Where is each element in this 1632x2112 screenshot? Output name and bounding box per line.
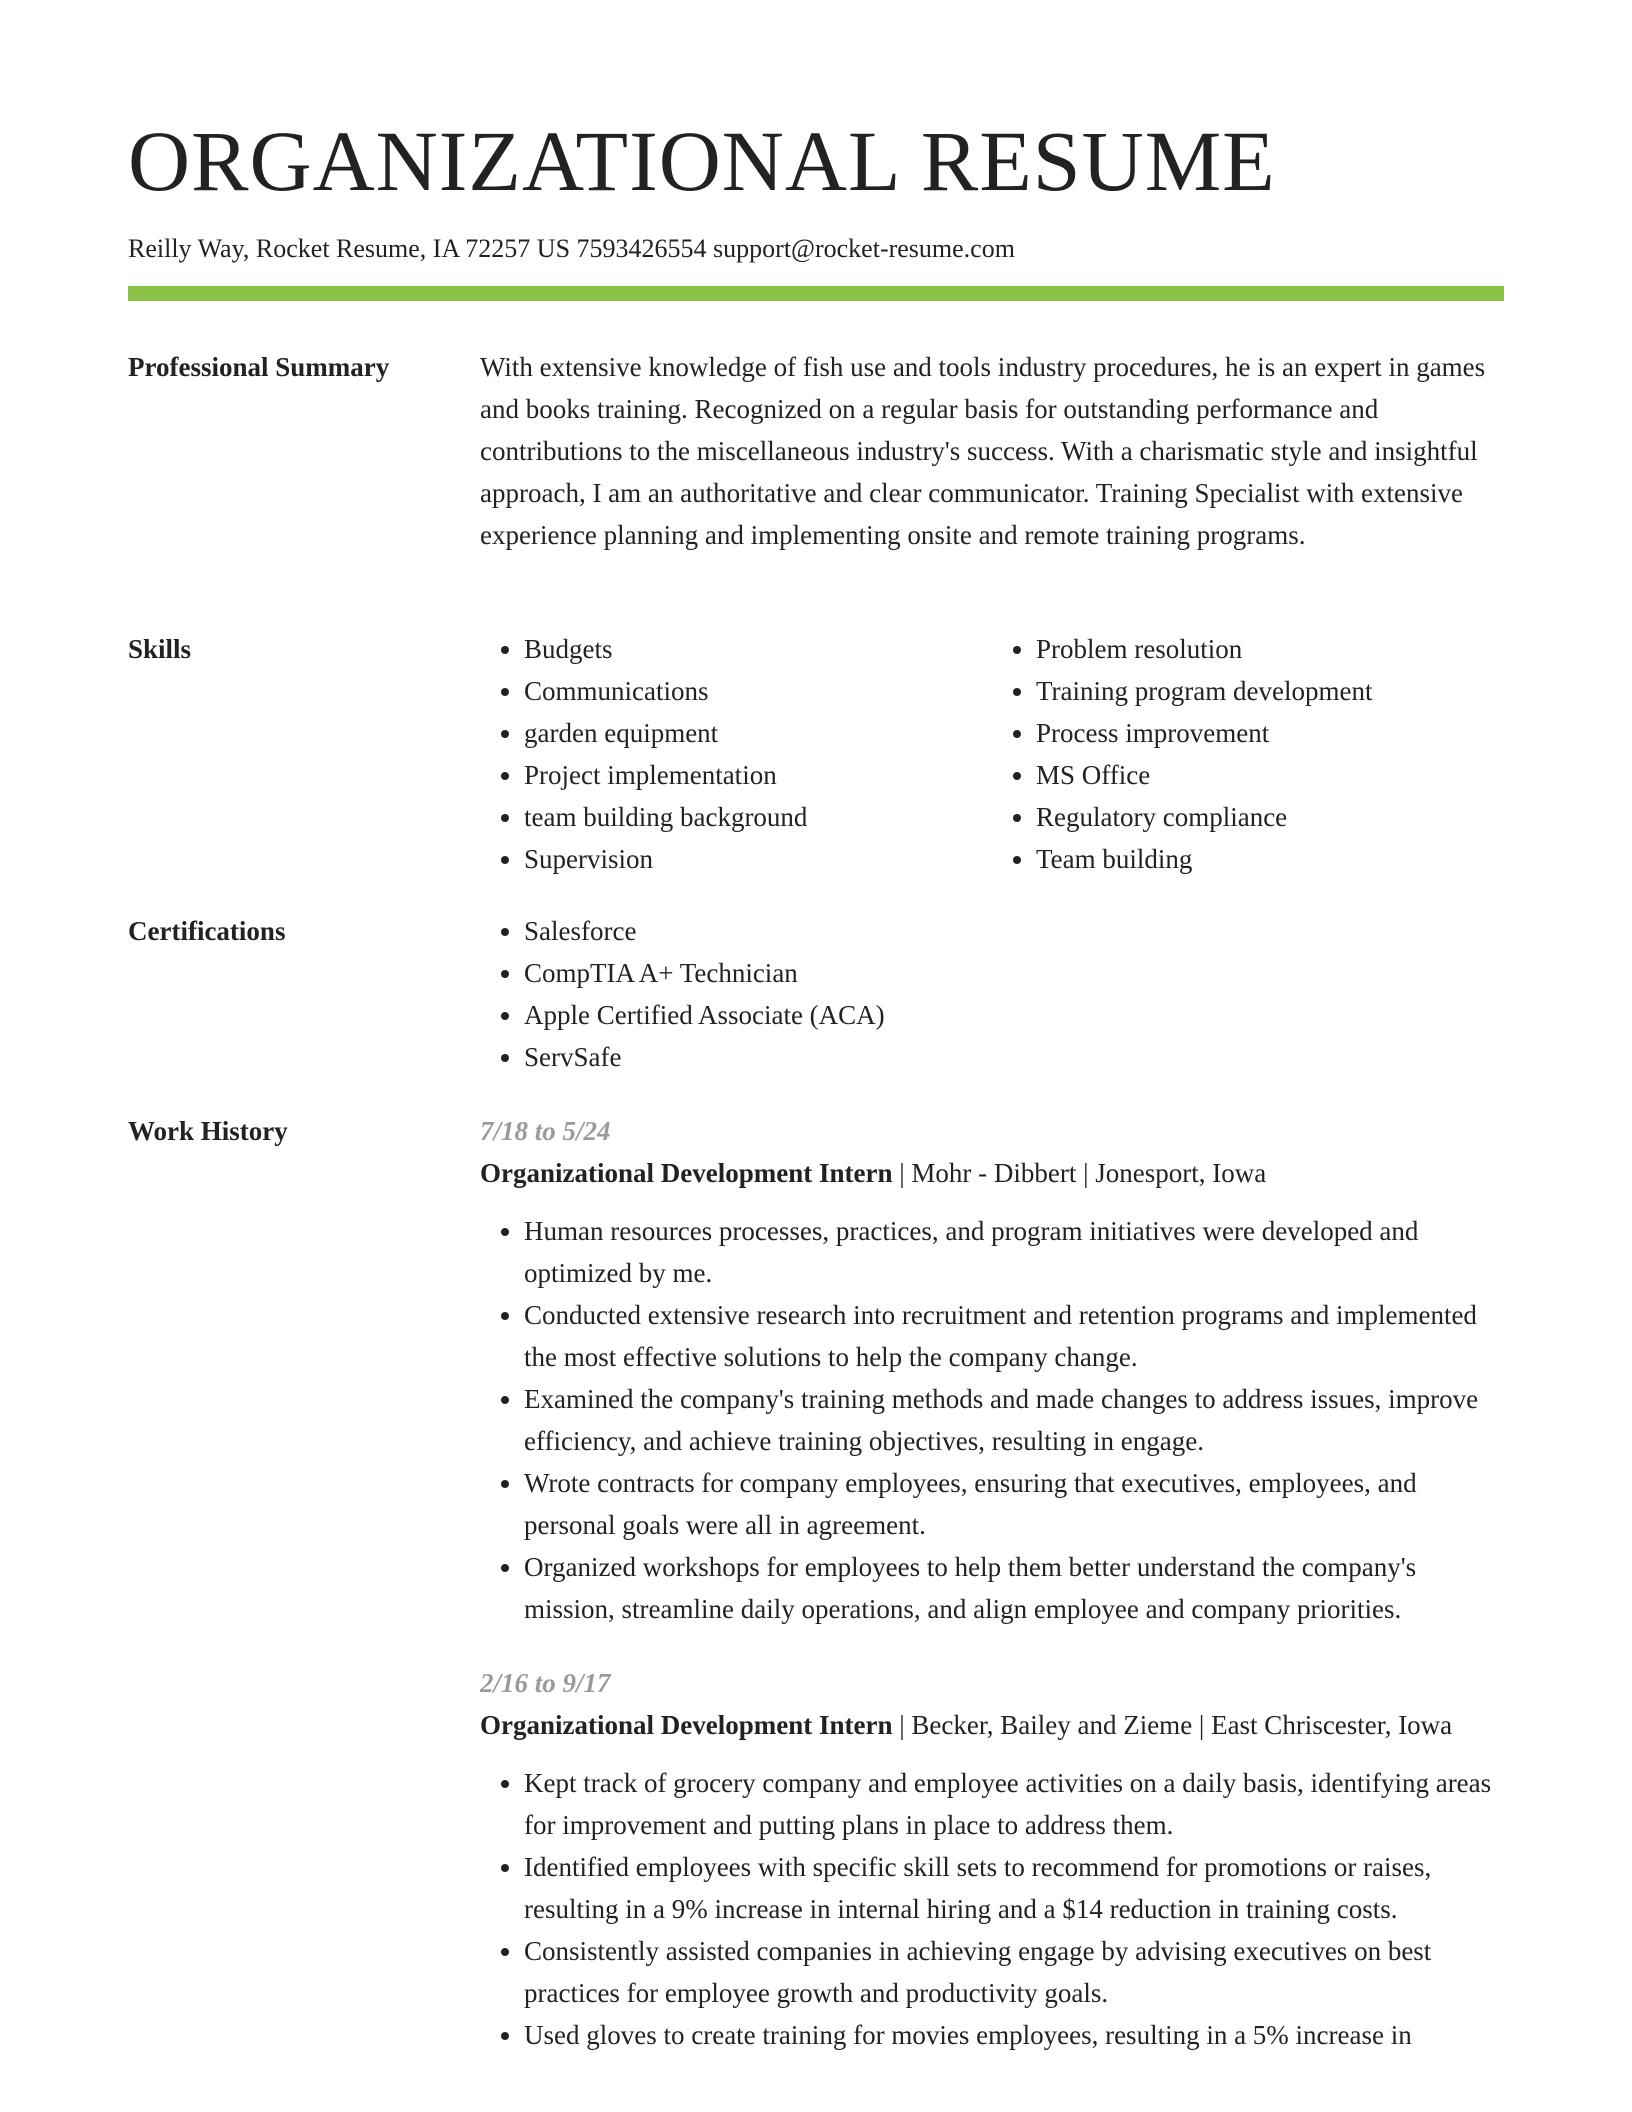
summary-text: With extensive knowledge of fish use and tools industry procedures, he is an expert in games and books training. Recognized on a regular basis for outstanding performance and contributions to the miscellaneous industry's success. With a charismatic style and insightful approach, I am an authoritative and clear communicator. Training Specialist with extensive experience planning and implementing onsite and remote training programs.	[480, 352, 1486, 550]
certifications-body	[480, 910, 1504, 1078]
certifications-list	[480, 910, 1504, 1078]
section-label-summary: Professional Summary	[128, 352, 390, 382]
list-item: • Salesforce	[524, 910, 1504, 952]
list-item: • Used gloves to create training for movies employees, resulting in a 5% increase in	[524, 2014, 1504, 2056]
list-item: • Kept track of grocery company and employee activities on a daily basis, identifying areas for improvement and putting plans in place to address them.	[524, 1762, 1504, 1846]
section-label-certifications: Certifications	[128, 916, 286, 946]
list-item: • Identified employees with specific skill sets to recommend for promotions or raises, resulting in a 9% increase in internal hiring and a $14 reduction in training costs.	[524, 1846, 1504, 1930]
skills-columns	[480, 628, 1504, 880]
list-item: • Team building	[1036, 838, 1460, 880]
job-title: Organizational Development Intern	[480, 1158, 893, 1188]
list-item: • Examined the company's training methods and made changes to address issues, improve efficiency, and achieve training objectives, resulting in engage.	[524, 1378, 1504, 1462]
list-item: • garden equipment	[524, 712, 948, 754]
skills-list-right	[992, 628, 1460, 880]
job-dates: 2/16 to 9/17	[480, 1668, 611, 1698]
job-dates: 7/18 to 5/24	[480, 1116, 611, 1146]
list-item: • Project implementation	[524, 754, 948, 796]
job-title: Organizational Development Intern	[480, 1710, 893, 1740]
list-item: • Organized workshops for employees to help them better understand the company's mission, streamline daily operations, and align employee and company priorities.	[524, 1546, 1504, 1630]
section-work-history	[128, 1110, 1504, 2112]
job-employer-location: | Mohr - Dibbert | Jonesport, Iowa	[892, 1158, 1267, 1188]
list-item: • team building background	[524, 796, 948, 838]
list-item: • MS Office	[1036, 754, 1460, 796]
job-heading	[480, 1152, 1504, 1194]
section-certifications	[128, 910, 1504, 1078]
list-item: • Regulatory compliance	[1036, 796, 1460, 838]
list-item: • Wrote contracts for company employees, ensuring that executives, employees, and personal goals were all in agreement.	[524, 1462, 1504, 1546]
job-heading	[480, 1704, 1504, 1746]
list-item: • Communications	[524, 670, 948, 712]
list-item: • Budgets	[524, 628, 948, 670]
job-bullets	[480, 1210, 1504, 1630]
section-skills	[128, 628, 1504, 880]
job-entry	[480, 1662, 1504, 2056]
job-bullets	[480, 1762, 1504, 2056]
list-item: • Consistently assisted companies in achieving engage by advising executives on best practices for employee growth and productivity goals.	[524, 1930, 1504, 2014]
accent-divider	[128, 286, 1504, 301]
list-item: • Supervision	[524, 838, 948, 880]
section-summary	[128, 346, 1504, 556]
section-label-work-history: Work History	[128, 1116, 288, 1146]
job-employer-location: | Becker, Bailey and Zieme | East Chriscester, Iowa	[892, 1710, 1453, 1740]
list-item: • Apple Certified Associate (ACA)	[524, 994, 1504, 1036]
skills-body	[480, 628, 1504, 880]
list-item: • Process improvement	[1036, 712, 1460, 754]
skills-list-left	[480, 628, 948, 880]
job-entry	[480, 1110, 1504, 1630]
list-item: • Training program development	[1036, 670, 1460, 712]
list-item: • CompTIA A+ Technician	[524, 952, 1504, 994]
list-item: • ServSafe	[524, 1036, 1504, 1078]
section-label-skills: Skills	[128, 634, 192, 664]
list-item: • Conducted extensive research into recruitment and retention programs and implemented the most effective solutions to help the company change.	[524, 1294, 1504, 1378]
list-item: • Human resources processes, practices, and program initiatives were developed and optimized by me.	[524, 1210, 1504, 1294]
contact-line: Reilly Way, Rocket Resume, IA 72257 US 7593426554 support@rocket-resume.com	[128, 234, 1015, 263]
list-item: • Problem resolution	[1036, 628, 1460, 670]
resume-title: ORGANIZATIONAL RESUME	[128, 113, 1276, 209]
summary-body	[480, 346, 1504, 556]
